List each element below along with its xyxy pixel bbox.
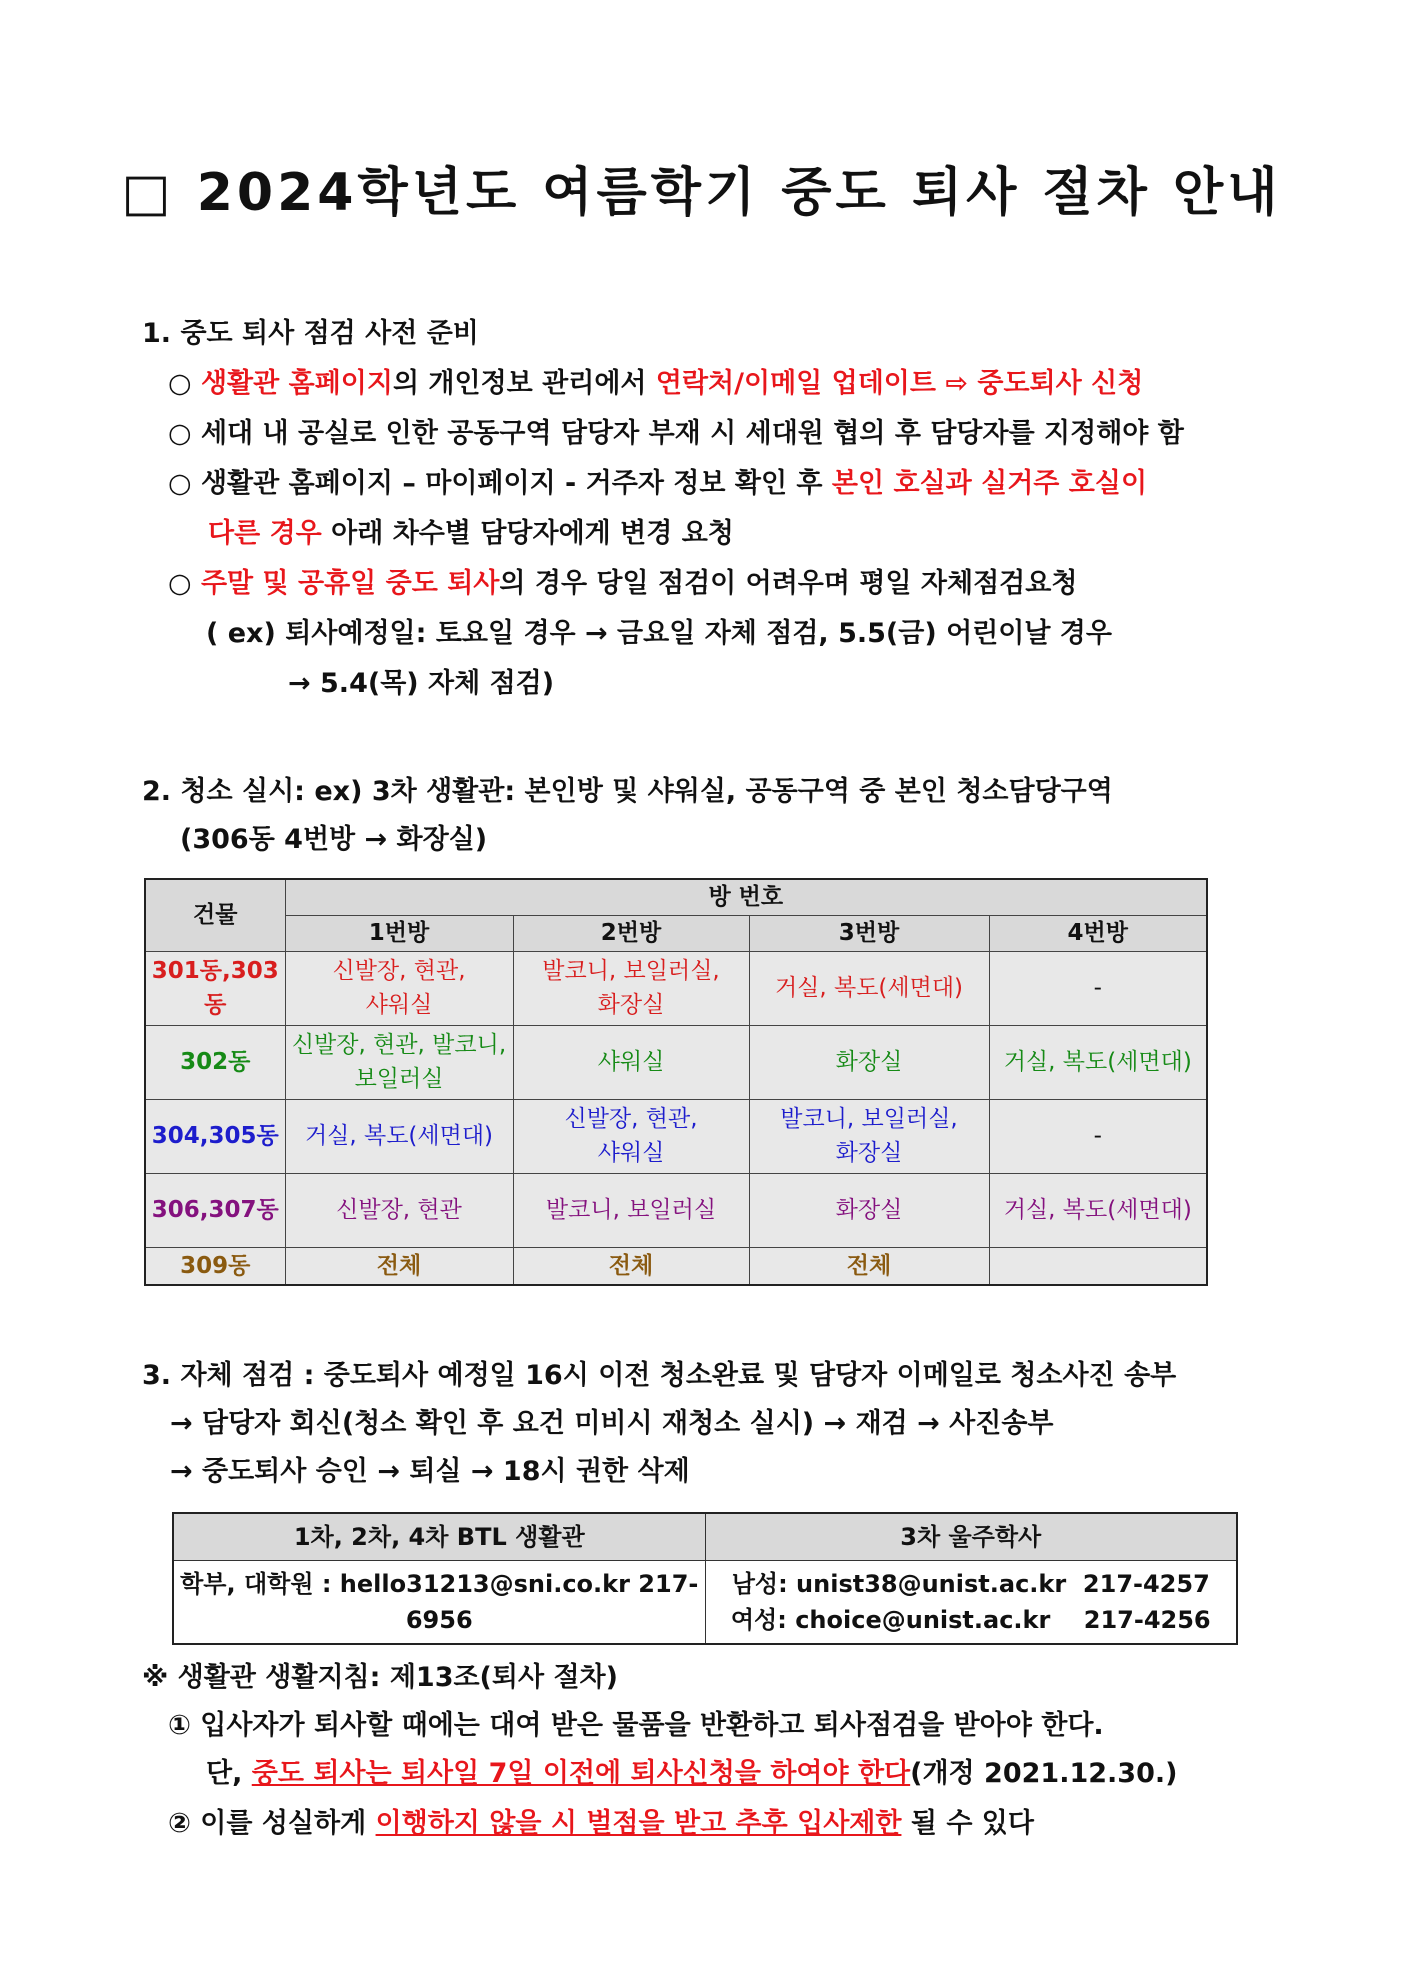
building-cell: 306,307동 bbox=[145, 1173, 285, 1247]
bullet-icon: ○ bbox=[168, 468, 192, 499]
contact-header-btl: 1차, 2차, 4차 BTL 생활관 bbox=[173, 1513, 705, 1561]
room-cell: 전체 bbox=[285, 1247, 513, 1285]
page-title: □ 2024학년도 여름학기 중도 퇴사 절차 안내 bbox=[121, 163, 1282, 223]
header-room-number: 방 번호 bbox=[285, 879, 1207, 915]
table-row bbox=[145, 1173, 1207, 1247]
section1-example2: → 5.4(목) 자체 점검) bbox=[288, 668, 555, 699]
contact-ulju bbox=[705, 1561, 1237, 1645]
room-cell: - bbox=[989, 951, 1207, 1025]
room-cell: 화장실 bbox=[749, 1025, 989, 1099]
section2-heading2: (306동 4번방 → 화장실) bbox=[180, 824, 488, 855]
bullet-icon: ○ bbox=[168, 418, 192, 449]
room-cell: 발코니, 보일러실, 화장실 bbox=[749, 1099, 989, 1173]
section1-item2: ○ 세대 내 공실로 인한 공동구역 담당자 부재 시 세대원 협의 후 담당자를 지정해야 함 bbox=[168, 418, 1184, 449]
building-cell: 304,305동 bbox=[145, 1099, 285, 1173]
room-cell: 발코니, 보일러실, 화장실 bbox=[513, 951, 749, 1025]
room-cell: 발코니, 보일러실 bbox=[513, 1173, 749, 1247]
room-cell: 신발장, 현관 bbox=[285, 1173, 513, 1247]
rules-heading: ※ 생활관 생활지침: 제13조(퇴사 절차) bbox=[142, 1662, 618, 1693]
room-cell: 거실, 복도(세면대) bbox=[989, 1025, 1207, 1099]
room-cell: 거실, 복도(세면대) bbox=[989, 1173, 1207, 1247]
room-cell bbox=[989, 1247, 1207, 1285]
building-cell: 309동 bbox=[145, 1247, 285, 1285]
room-cell: 신발장, 현관, 발코니, 보일러실 bbox=[285, 1025, 513, 1099]
header-room-1: 1번방 bbox=[285, 915, 513, 951]
header-building: 건물 bbox=[145, 879, 285, 951]
section1-item3: ○ 생활관 홈페이지 – 마이페이지 - 거주자 정보 확인 후 본인 호실과 실거주 호실이 bbox=[168, 468, 1148, 499]
header-room-3: 3번방 bbox=[749, 915, 989, 951]
table-row bbox=[145, 1247, 1207, 1285]
bullet-icon: ○ bbox=[168, 368, 192, 399]
room-cell: 거실, 복도(세면대) bbox=[285, 1099, 513, 1173]
rule-1: ① 입사자가 퇴사할 때에는 대여 받은 물품을 반환하고 퇴사점검을 받아야 한다. bbox=[168, 1710, 1104, 1741]
table-row bbox=[145, 1099, 1207, 1173]
contact-ulju-female: 여성: choice@unist.ac.kr 217-4256 bbox=[730, 1606, 1211, 1634]
section1-item4: ○ 주말 및 공휴일 중도 퇴사의 경우 당일 점검이 어려우며 평일 자체점검요청 bbox=[168, 568, 1078, 599]
room-cell: 거실, 복도(세면대) bbox=[749, 951, 989, 1025]
room-cell: 샤워실 bbox=[513, 1025, 749, 1099]
contact-table bbox=[172, 1512, 1238, 1645]
table-row bbox=[145, 951, 1207, 1025]
building-cell: 302동 bbox=[145, 1025, 285, 1099]
room-cell: 전체 bbox=[513, 1247, 749, 1285]
section1-heading: 1. 중도 퇴사 점검 사전 준비 bbox=[142, 318, 479, 349]
room-cell: 전체 bbox=[749, 1247, 989, 1285]
section1-example1: ( ex) 퇴사예정일: 토요일 경우 → 금요일 자체 점검, 5.5(금) 어린이날 경우 bbox=[206, 618, 1112, 649]
section3-flow1: → 담당자 회신(청소 확인 후 요건 미비시 재청소 실시) → 재검 → 사진송부 bbox=[170, 1408, 1054, 1439]
contact-header-ulju: 3차 울주학사 bbox=[705, 1513, 1237, 1561]
room-cell: 신발장, 현관, 샤워실 bbox=[513, 1099, 749, 1173]
header-room-4: 4번방 bbox=[989, 915, 1207, 951]
building-cell: 301동,303동 bbox=[145, 951, 285, 1025]
room-cell: - bbox=[989, 1099, 1207, 1173]
header-room-2: 2번방 bbox=[513, 915, 749, 951]
bullet-icon: ○ bbox=[168, 568, 192, 599]
room-cell: 신발장, 현관, 샤워실 bbox=[285, 951, 513, 1025]
section1-item1: ○ 생활관 홈페이지의 개인정보 관리에서 연락처/이메일 업데이트 ⇨ 중도퇴사 신청 bbox=[168, 368, 1144, 399]
contact-btl: 학부, 대학원 : hello31213@sni.co.kr 217-6956 bbox=[173, 1561, 705, 1645]
rule-2: ② 이를 성실하게 이행하지 않을 시 벌점을 받고 추후 입사제한 될 수 있다 bbox=[168, 1808, 1034, 1839]
room-cell: 화장실 bbox=[749, 1173, 989, 1247]
contact-ulju-male: 남성: unist38@unist.ac.kr 217-4257 bbox=[731, 1570, 1210, 1598]
section1-item3-cont: 다른 경우 아래 차수별 담당자에게 변경 요청 bbox=[208, 518, 734, 549]
table-row bbox=[145, 1025, 1207, 1099]
section3-heading: 3. 자체 점검 : 중도퇴사 예정일 16시 이전 청소완료 및 담당자 이메일로 청소사진 송부 bbox=[142, 1360, 1177, 1391]
section3-flow2: → 중도퇴사 승인 → 퇴실 → 18시 권한 삭제 bbox=[170, 1456, 690, 1487]
section2-heading: 2. 청소 실시: ex) 3차 생활관: 본인방 및 샤워실, 공동구역 중 본인 청소담당구역 bbox=[142, 776, 1113, 807]
cleaning-assignment-table bbox=[144, 878, 1208, 1286]
rule-1-note: 단, 중도 퇴사는 퇴사일 7일 이전에 퇴사신청을 하여야 한다(개정 2021.12.30.) bbox=[206, 1758, 1178, 1789]
